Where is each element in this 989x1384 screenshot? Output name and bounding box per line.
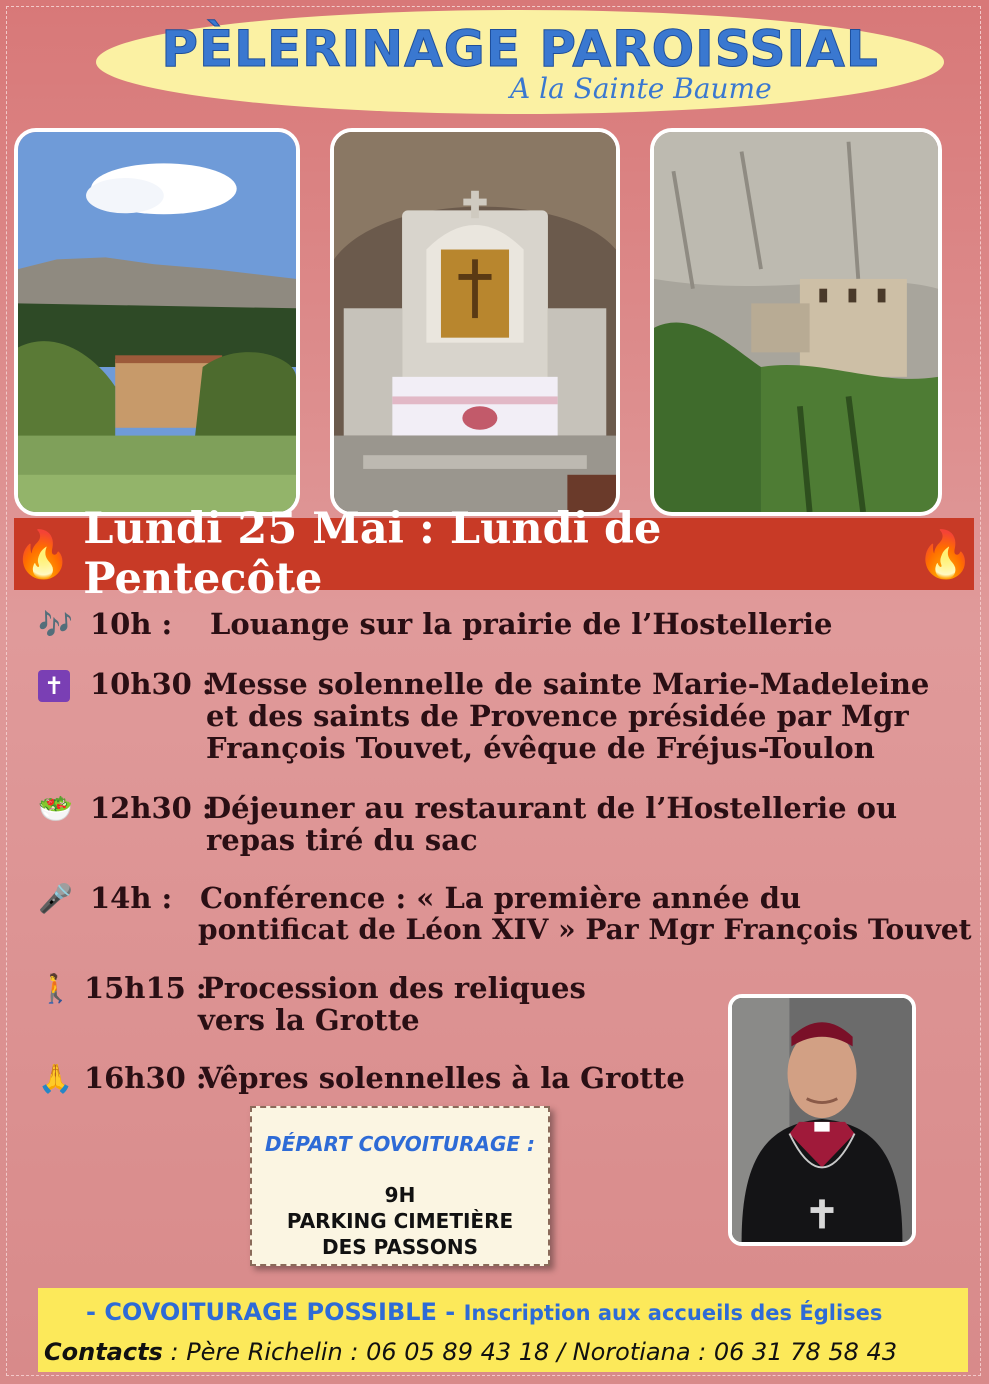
carpool-place: PARKING CIMETIÈRE — [286, 1209, 514, 1233]
carpool-departure-box — [250, 1106, 550, 1266]
schedule-time: 12h30 : — [90, 791, 213, 825]
carpool-time: 9H — [384, 1183, 416, 1207]
page-subtitle: A la Sainte Baume — [510, 72, 772, 105]
footer-banner — [38, 1288, 968, 1372]
schedule-line: repas tiré du sac — [206, 823, 478, 857]
schedule-line: pontificat de Léon XIV » Par Mgr François Touvet — [198, 913, 972, 946]
schedule-time: 10h30 : — [90, 667, 213, 701]
schedule-line: Déjeuner au restaurant de l’Hostellerie ou — [206, 791, 898, 825]
carpool-place: DES PASSONS — [322, 1235, 478, 1259]
bishop-portrait — [728, 994, 916, 1246]
carpool-heading: DÉPART COVOITURAGE : — [264, 1132, 535, 1156]
schedule-line: François Touvet, évêque de Fréjus-Toulon — [206, 731, 875, 765]
walking-person-icon: 🚶 — [38, 972, 73, 1005]
schedule-time: 15h15 : — [84, 971, 207, 1005]
photo-grotto-altar — [330, 128, 620, 516]
schedule-line: Procession des reliques — [202, 971, 586, 1005]
event-date: Lundi 25 Mai : Lundi de Pentecôte — [83, 504, 662, 604]
date-banner — [14, 504, 974, 604]
fire-icon: 🔥 — [14, 527, 72, 581]
schedule-time: 10h : — [90, 607, 173, 641]
praying-hands-icon: 🙏 — [38, 1062, 73, 1095]
schedule-line: vers la Grotte — [198, 1003, 420, 1037]
microphone-icon: 🎤 — [38, 882, 73, 915]
schedule-item — [38, 608, 959, 641]
schedule-line: et des saints de Provence présidée par Mgr — [206, 699, 909, 733]
schedule-item — [38, 667, 959, 765]
cross-icon: ✝ — [38, 670, 70, 702]
salad-icon: 🥗 — [38, 792, 73, 825]
schedule-line: Louange sur la prairie de l’Hostellerie — [210, 607, 833, 641]
fire-icon: 🔥 — [916, 527, 974, 581]
schedule-line: Vêpres solennelles à la Grotte — [200, 1061, 685, 1095]
page-title: PÈLERINAGE PAROISSIAL — [161, 20, 879, 78]
schedule-time: 14h : — [90, 881, 173, 915]
schedule-item — [38, 881, 972, 946]
musical-notes-icon: 🎶 — [38, 608, 73, 641]
contacts-label: Contacts — [44, 1338, 163, 1366]
schedule-line: Messe solennelle de sainte Marie-Madeleine — [206, 667, 930, 701]
photo-cliff-sanctuary — [650, 128, 942, 516]
photo-hostellerie — [14, 128, 300, 516]
schedule-line: Conférence : « La première année du — [200, 881, 802, 915]
contacts-text: : Père Richelin : 06 05 89 43 18 / Norotiana : 06 31 78 58 43 — [162, 1338, 898, 1366]
carpool-possible: - COVOITURAGE POSSIBLE - — [86, 1298, 456, 1326]
schedule-time: 16h30 : — [84, 1061, 207, 1095]
inscription-info: Inscription aux accueils des Églises — [463, 1301, 883, 1325]
schedule-item — [38, 791, 959, 857]
